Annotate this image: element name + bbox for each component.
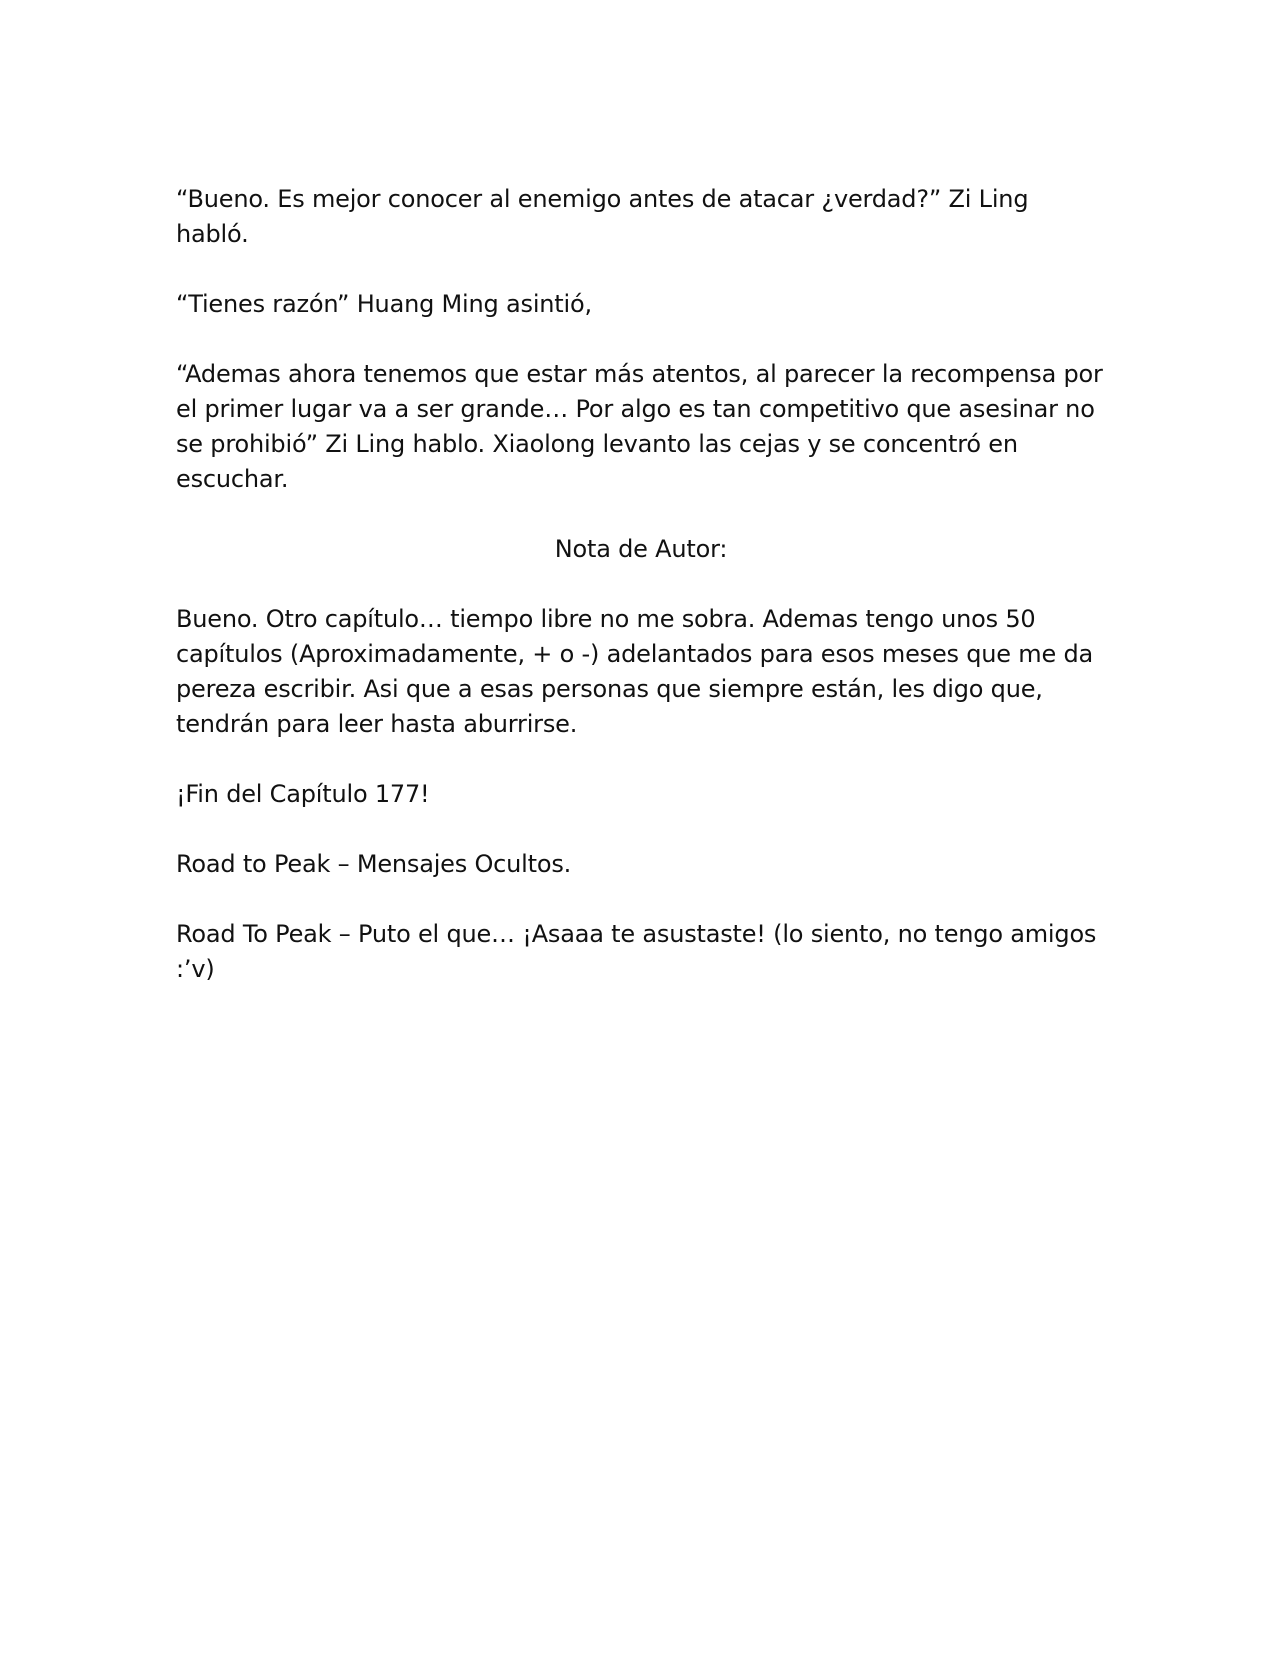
author-note-paragraph: Bueno. Otro capítulo… tiempo libre no me sobra. Ademas tengo unos 50 capítulos (Aproximadamente, + o -) adelantados para esos meses que me da pereza escribir. Asi que a esas personas que siempre están, les digo que, tendrán para leer hasta aburrirse. bbox=[176, 605, 1093, 738]
chapter-end-line: ¡Fin del Capítulo 177! bbox=[176, 780, 430, 808]
dialogue-paragraph-2: “Tienes razón” Huang Ming asintió, bbox=[176, 290, 592, 318]
road-to-peak-line-1: Road to Peak – Mensajes Ocultos. bbox=[176, 850, 572, 878]
document-body bbox=[176, 182, 1106, 1022]
dialogue-paragraph-3: “Ademas ahora tenemos que estar más atentos, al parecer la recompensa por el primer lugar va a ser grande… Por algo es tan competitivo que asesinar no se prohibió” Zi Ling hablo. Xiaolong levanto las cejas y se concentró en escuchar. bbox=[176, 360, 1103, 493]
road-to-peak-line-2: Road To Peak – Puto el que… ¡Asaaa te asustaste! (lo siento, no tengo amigos :’v) bbox=[176, 920, 1097, 983]
dialogue-paragraph-1: “Bueno. Es mejor conocer al enemigo antes de atacar ¿verdad?” Zi Ling habló. bbox=[176, 185, 1029, 248]
author-note-heading: Nota de Autor: bbox=[554, 535, 728, 563]
